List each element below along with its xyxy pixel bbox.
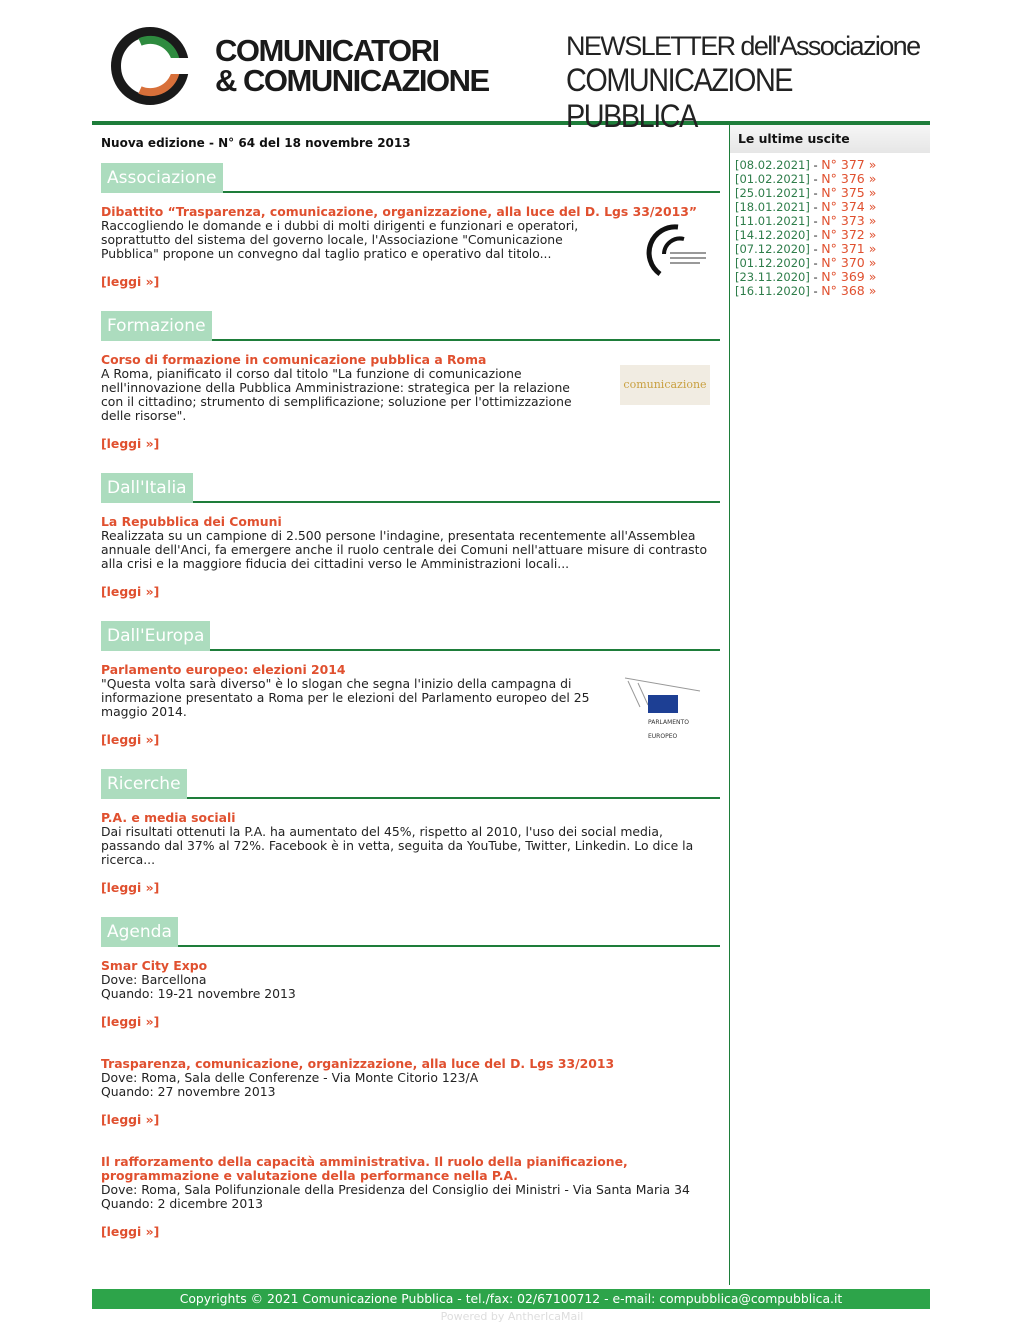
event-title-link[interactable]: Trasparenza, comunicazione, organizzazione, alla luce del D. Lgs 33/2013 — [101, 1056, 615, 1071]
separator: - — [809, 158, 822, 172]
issue-number-link[interactable]: N° 368 » — [821, 283, 877, 298]
article — [101, 353, 720, 451]
issue-date: [16.11.2020] — [735, 284, 810, 298]
issue-number-link[interactable]: N° 369 » — [821, 269, 877, 284]
agenda-item — [101, 959, 720, 1029]
article-title-link[interactable]: Corso di formazione in comunicazione pubblica a Roma — [101, 352, 487, 367]
issue-item[interactable] — [735, 158, 930, 172]
brand-line-1: COMUNICATORI — [215, 33, 439, 68]
section-title: Formazione — [101, 311, 212, 341]
parliament-caption: PARLAMENTO EUROPEO — [648, 719, 689, 740]
issue-item[interactable] — [735, 186, 930, 200]
issue-item[interactable] — [735, 284, 930, 298]
issue-item[interactable] — [735, 270, 930, 284]
event-where: Dove: Roma, Sala Polifunzionale della Presidenza del Consiglio dei Ministri - Via Santa Maria 34 — [101, 1182, 690, 1197]
issue-number-link[interactable]: N° 372 » — [821, 227, 877, 242]
article-title-link[interactable]: Dibattito “Trasparenza, comunicazione, organizzazione, alla luce del D. Lgs 33/2013” — [101, 204, 698, 219]
event-title-link[interactable]: Smar City Expo — [101, 958, 208, 973]
issue-date: [08.02.2021] — [735, 158, 810, 172]
section-header-dall-italia — [101, 473, 720, 503]
issue-item[interactable] — [735, 242, 930, 256]
issue-item[interactable] — [735, 228, 930, 242]
read-more-link[interactable]: [leggi »] — [101, 436, 160, 451]
issue-number-link[interactable]: N° 371 » — [821, 241, 877, 256]
parlamento-europeo-logo-image — [620, 673, 710, 740]
issue-list — [730, 153, 930, 298]
section-header-ricerche — [101, 769, 720, 799]
article-title-link[interactable]: Parlamento europeo: elezioni 2014 — [101, 662, 346, 677]
brand-title — [215, 33, 489, 98]
article-body: Realizzata su un campione di 2.500 persone l'indagine, presentata recentemente all'Assemblea annuale dell'Anci, fa emergere anche il ruolo centrale dei Comuni nell'attuare misure di contrasto alla crisi e la maggiore fiducia dei cittadini verso le Amministrazioni locali... — [101, 528, 708, 571]
brand-line-2: & COMUNICAZIONE — [215, 63, 489, 98]
formazione-word-cloud-image: comunicazione — [620, 365, 710, 405]
article — [101, 205, 720, 289]
article — [101, 811, 720, 895]
issue-number-link[interactable]: N° 373 » — [821, 213, 877, 228]
issue-number-link[interactable]: N° 375 » — [821, 185, 877, 200]
article-body: Dai risultati ottenuti la P.A. ha aumentato del 45%, rispetto al 2010, l'uso dei social media, passando dal 37% al 72%. Facebook è in vetta, seguita da YouTube, Twitter, Linkedin. Lo dice la ricerca... — [101, 824, 694, 867]
issue-date: [23.11.2020] — [735, 270, 810, 284]
event-where: Dove: Roma, Sala delle Conferenze - Via Monte Citorio 123/A — [101, 1070, 479, 1085]
issue-number-link[interactable]: N° 370 » — [821, 255, 877, 270]
main-content — [92, 125, 730, 1285]
issue-number-link[interactable]: N° 377 » — [821, 157, 877, 172]
issue-date: [07.12.2020] — [735, 242, 810, 256]
issue-date: [25.01.2021] — [735, 186, 810, 200]
issue-date: [18.01.2021] — [735, 200, 810, 214]
powered-by: Powered by AntherIcaMail — [440, 1310, 584, 1323]
event-when: Quando: 2 dicembre 2013 — [101, 1196, 264, 1211]
section-header-associazione — [101, 163, 720, 193]
issue-date: [14.12.2020] — [735, 228, 810, 242]
separator: - — [809, 172, 822, 186]
edition-title: Nuova edizione - N° 64 del 18 novembre 2013 — [101, 136, 411, 150]
section-title: Agenda — [101, 917, 178, 947]
read-more-link[interactable]: [leggi »] — [101, 274, 160, 289]
read-more-link[interactable]: [leggi »] — [101, 732, 160, 747]
sidebar — [730, 125, 930, 1285]
issue-date: [01.02.2021] — [735, 172, 810, 186]
section-title: Ricerche — [101, 769, 187, 799]
section-title: Associazione — [101, 163, 223, 193]
event-title-link[interactable]: Il rafforzamento della capacità amministrativa. Il ruolo della pianificazione, programmazione e valutazione della performance nella P.A. — [101, 1154, 628, 1183]
separator: - — [809, 214, 822, 228]
read-more-link[interactable]: [leggi »] — [101, 880, 160, 895]
separator: - — [809, 186, 822, 200]
section-header-agenda — [101, 917, 720, 947]
section-header-dall-europa — [101, 621, 720, 651]
header — [92, 0, 930, 134]
separator: - — [809, 200, 822, 214]
article — [101, 663, 720, 747]
issue-date: [11.01.2021] — [735, 214, 810, 228]
association-logo-image — [638, 219, 710, 285]
newsletter-line-1: NEWSLETTER dell'Associazione — [566, 31, 920, 61]
agenda-item — [101, 1057, 720, 1127]
event-when: Quando: 27 novembre 2013 — [101, 1084, 276, 1099]
read-more-link[interactable]: [leggi »] — [101, 1112, 160, 1127]
separator: - — [809, 284, 822, 298]
newsletter — [92, 0, 930, 1285]
logo-icon — [110, 18, 190, 114]
article-body: "Questa volta sarà diverso" è lo slogan che segna l'inizio della campagna di informazione presentato a Roma per le elezioni del Parlamento europeo del 25 maggio 2014. — [101, 676, 590, 719]
event-when: Quando: 19-21 novembre 2013 — [101, 986, 296, 1001]
section-header-formazione — [101, 311, 720, 341]
read-more-link[interactable]: [leggi »] — [101, 1014, 160, 1029]
separator: - — [809, 270, 822, 284]
article-body: A Roma, pianificato il corso dal titolo "La funzione di comunicazione nell'innovazione della Pubblica Amministrazione: strategica per la relazione con il cittadino; strumento di semplificazione; soluzione per l'ottimizzazione delle risorse". — [101, 366, 572, 423]
separator: - — [809, 228, 822, 242]
section-title: Dall'Europa — [101, 621, 210, 651]
article — [101, 515, 720, 599]
article-title-link[interactable]: P.A. e media sociali — [101, 810, 236, 825]
article-body: Raccogliendo le domande e i dubbi di molti dirigenti e funzionari e operatori, soprattutto del sistema del governo locale, l'Associazione "Comunicazione Pubblica" propone un convegno dal taglio pratico e operativo dal titolo... — [101, 218, 579, 261]
event-where: Dove: Barcellona — [101, 972, 207, 987]
sidebar-title: Le ultime uscite — [730, 125, 930, 153]
issue-number-link[interactable]: N° 374 » — [821, 199, 877, 214]
issue-item[interactable] — [735, 256, 930, 270]
issue-item[interactable] — [735, 172, 930, 186]
newsletter-title — [566, 30, 930, 134]
separator: - — [809, 242, 822, 256]
separator: - — [809, 256, 822, 270]
read-more-link[interactable]: [leggi »] — [101, 584, 160, 599]
issue-item[interactable] — [735, 214, 930, 228]
issue-item[interactable] — [735, 200, 930, 214]
section-title: Dall'Italia — [101, 473, 193, 503]
article-title-link[interactable]: La Repubblica dei Comuni — [101, 514, 282, 529]
agenda-item — [101, 1155, 720, 1239]
newsletter-line-2: COMUNICAZIONE PUBBLICA — [566, 62, 793, 134]
footer: Copyrights © 2021 Comunicazione Pubblica - tel./fax: 02/67100712 - e-mail: compubblica@compubblica.it — [92, 1289, 930, 1309]
read-more-link[interactable]: [leggi »] — [101, 1224, 160, 1239]
parliament-icon — [620, 673, 710, 713]
issue-date: [01.12.2020] — [735, 256, 810, 270]
issue-number-link[interactable]: N° 376 » — [821, 171, 877, 186]
